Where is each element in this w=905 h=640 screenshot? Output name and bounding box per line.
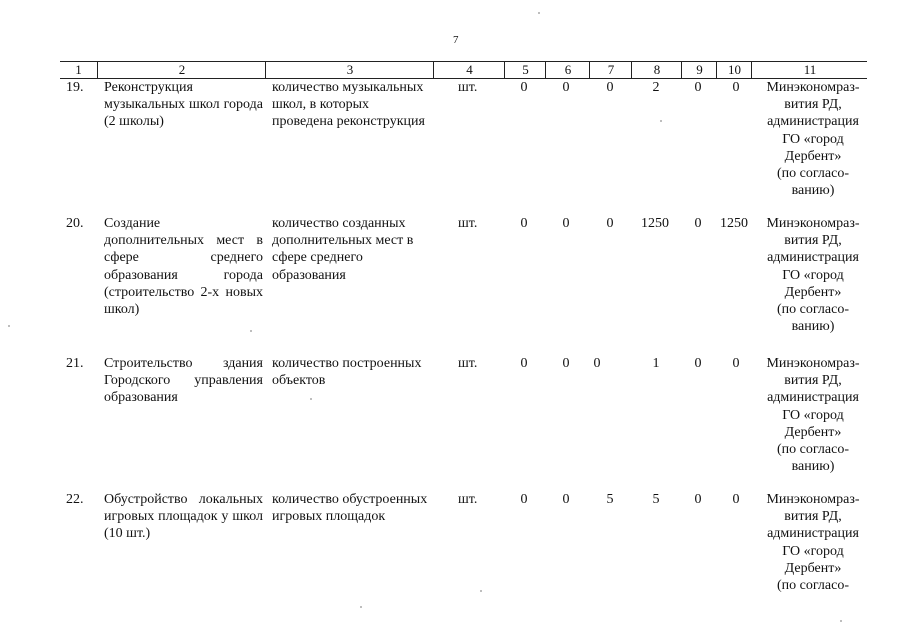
scan-speck [250,330,252,332]
value-col6: 0 [562,80,570,95]
org-line: (по согласо- [777,166,849,182]
value-col5: 0 [520,356,528,371]
responsible-org [760,355,866,475]
org-line: Дербент» [784,148,842,164]
header-col-3: 3 [265,62,434,78]
responsible-org [760,79,866,199]
scan-speck [480,590,482,592]
org-line: ГО «город [782,407,844,423]
value-col9: 0 [694,216,702,231]
org-line: вития РД, [784,97,842,113]
value-col6: 0 [562,356,570,371]
org-line: Минэкономраз- [766,356,860,371]
indicator: количество построенных объектов [272,356,422,389]
org-line: Дербент» [784,560,842,576]
org-line: Минэкономраз- [766,492,860,507]
header-col-11: 11 [751,62,868,78]
row-number: 22. [66,492,84,507]
value-col6: 0 [562,216,570,231]
row-number: 20. [66,216,84,231]
value-col5: 0 [520,216,528,231]
header-col-10: 10 [716,62,752,78]
org-line: Дербент» [784,284,842,300]
scan-speck [660,120,662,122]
org-line: ГО «город [782,131,844,147]
org-line: вития РД, [784,233,842,249]
value-col9: 0 [694,492,702,507]
measure-name: Строительство здания Городского управления образования [104,356,263,406]
org-line: ванию) [791,459,835,475]
org-line: вития РД, [784,373,842,389]
value-col7: 0 [606,216,614,231]
value-col7: 5 [606,492,614,507]
header-col-7: 7 [589,62,632,78]
org-line: администрация [767,390,859,406]
row-number: 19. [66,80,84,95]
measure-name: Реконструкция музыкальных школ города (2 школы) [104,80,263,130]
scan-speck [538,12,540,14]
value-col10: 0 [732,80,740,95]
header-col-4: 4 [433,62,505,78]
org-line: администрация [767,250,859,266]
header-col-6: 6 [545,62,590,78]
page-number: 7 [453,34,459,46]
measure-name: Создание дополнительных мест в сфере среднего образования города (строительство 2-х новых школ) [104,216,263,318]
value-col10: 0 [732,492,740,507]
scan-speck [840,620,842,622]
value-col8: 1 [652,356,660,371]
org-line: ванию) [791,183,835,199]
org-line: Дербент» [784,424,842,440]
unit: шт. [458,80,478,95]
header-col-8: 8 [631,62,682,78]
unit: шт. [458,492,478,507]
scan-speck [360,606,362,608]
org-line: ГО «город [782,543,844,559]
header-col-1: 1 [75,62,82,77]
org-line: (по согласо- [777,442,849,458]
org-line: вития РД, [784,509,842,525]
value-col8: 2 [652,80,660,95]
value-col10: 1250 [720,216,748,231]
indicator: количество созданных дополнительных мест в сфере среднего образования [272,216,414,283]
org-line: администрация [767,114,859,130]
org-line: ГО «город [782,267,844,283]
scan-speck [310,398,312,400]
table-header [60,61,867,79]
scan-speck [8,325,10,327]
responsible-org [760,491,866,594]
org-line: администрация [767,526,859,542]
value-col7: 0 [593,356,601,371]
measure-name: Обустройство локальных игровых площадок у школ (10 шт.) [104,492,263,542]
unit: шт. [458,216,478,231]
value-col8: 1250 [641,216,669,231]
value-col6: 0 [562,492,570,507]
unit: шт. [458,356,478,371]
value-col9: 0 [694,80,702,95]
value-col10: 0 [732,356,740,371]
responsible-org [760,215,866,335]
org-line: Минэкономраз- [766,216,860,231]
header-col-5: 5 [504,62,546,78]
org-line: (по согласо- [777,302,849,318]
row-number: 21. [66,356,84,371]
value-col8: 5 [652,492,660,507]
org-line: (по согласо- [777,578,849,594]
org-line: ванию) [791,319,835,335]
header-col-9: 9 [681,62,717,78]
value-col9: 0 [694,356,702,371]
indicator: количество музыкальных школ, в которых проведена реконструкция [272,80,425,130]
header-col-2: 2 [97,62,266,78]
org-line: Минэкономраз- [766,80,860,95]
value-col7: 0 [606,80,614,95]
indicator: количество обустроенных игровых площадок [272,492,428,525]
value-col5: 0 [520,492,528,507]
value-col5: 0 [520,80,528,95]
